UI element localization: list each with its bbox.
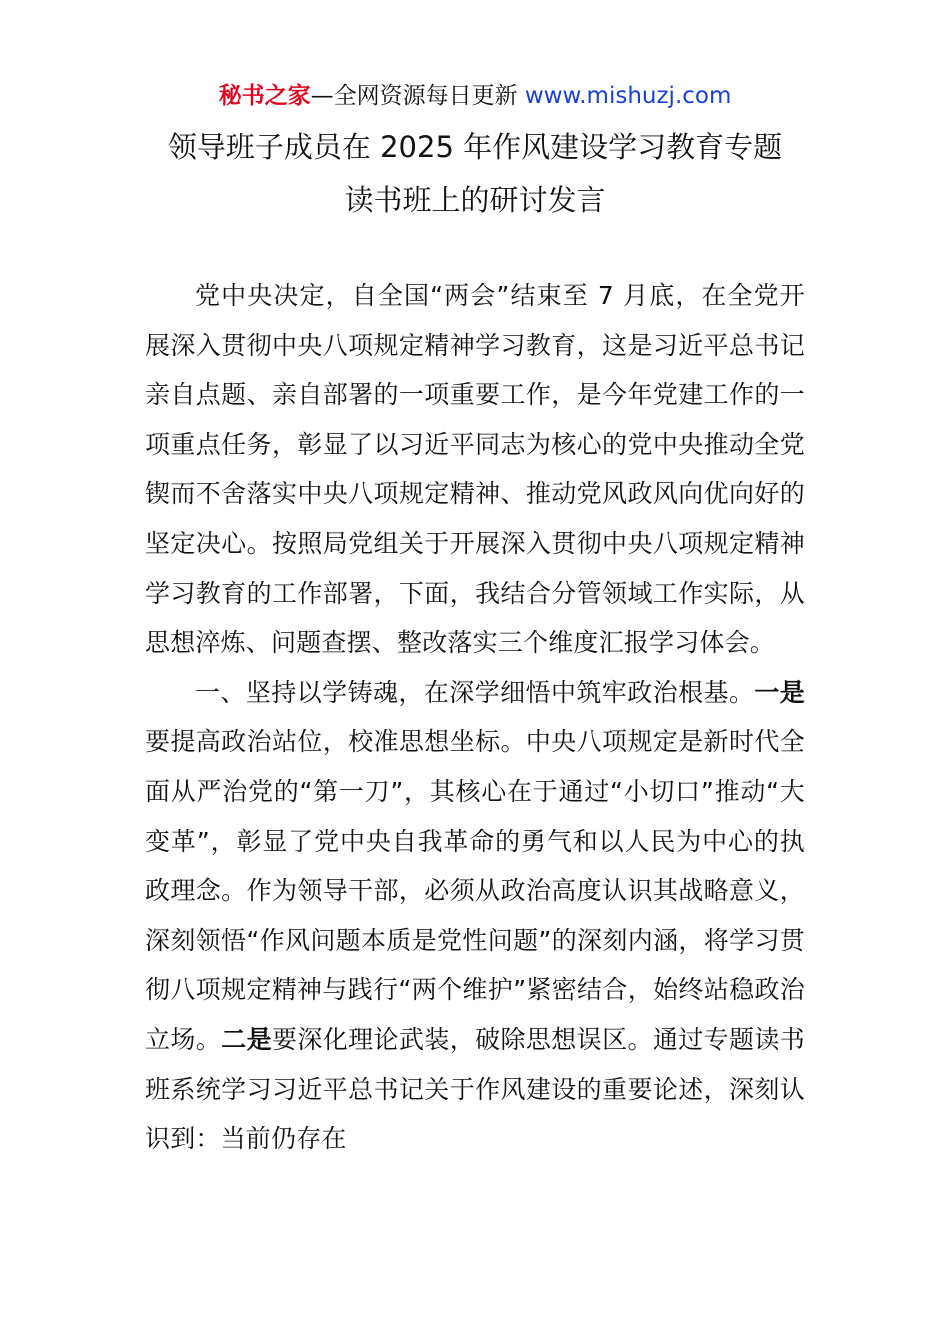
point-marker-two: 二是 — [221, 1024, 272, 1054]
document-body — [145, 271, 805, 1164]
point-marker-one: 一是 — [754, 677, 806, 707]
point-text-one: 要提高政治站位，校准思想坐标。中央八项规定是新时代全面从严治党的“第一刀”，其核心在于通过“小切口”推动“大变革”，彰显了党中央自我革命的勇气和以人民为中心的执政理念。作为领导干部，必须从政治高度认识其战略意义，深刻领悟“作风问题本质是党性问题”的深刻内涵，将学习贯彻八项规定精神与践行“两个维护”紧密结合，始终站稳政治立场。 — [145, 727, 805, 1054]
point-text-two: 要深化理论武装，破除思想误区。通过专题读书班系统学习习近平总书记关于作风建设的重要论述，深刻认识到：当前仍存在 — [145, 1024, 806, 1154]
site-header — [0, 80, 950, 112]
document-title-line-1: 领导班子成员在 2025 年作风建设学习教育专题 — [167, 130, 783, 164]
paragraph-intro: 党中央决定，自全国“两会”结束至 7 月底，在全党开展深入贯彻中央八项规定精神学习教育，这是习近平总书记亲自点题、亲自部署的一项重要工作，是今年党建工作的一项重点任务，彰显了以习近平同志为核心的党中央推动全党锲而不舍落实中央八项规定精神、推动党风政风向优向好的坚定决心。按照局党组关于开展深入贯彻中央八项规定精神学习教育的工作部署，下面，我结合分管领域工作实际，从思想淬炼、问题查摆、整改落实三个维度汇报学习体会。 — [145, 281, 805, 658]
site-url[interactable]: www.mishuzj.com — [524, 83, 732, 109]
document-title-line-2: 读书班上的研讨发言 — [344, 183, 606, 217]
site-brand: 秘书之家 — [218, 83, 311, 109]
paragraph-section-one — [145, 668, 805, 1164]
section-heading: 一、坚持以学铸魂，在深学细悟中筑牢政治根基。 — [195, 677, 755, 707]
site-tagline: —全网资源每日更新 — [310, 83, 525, 109]
